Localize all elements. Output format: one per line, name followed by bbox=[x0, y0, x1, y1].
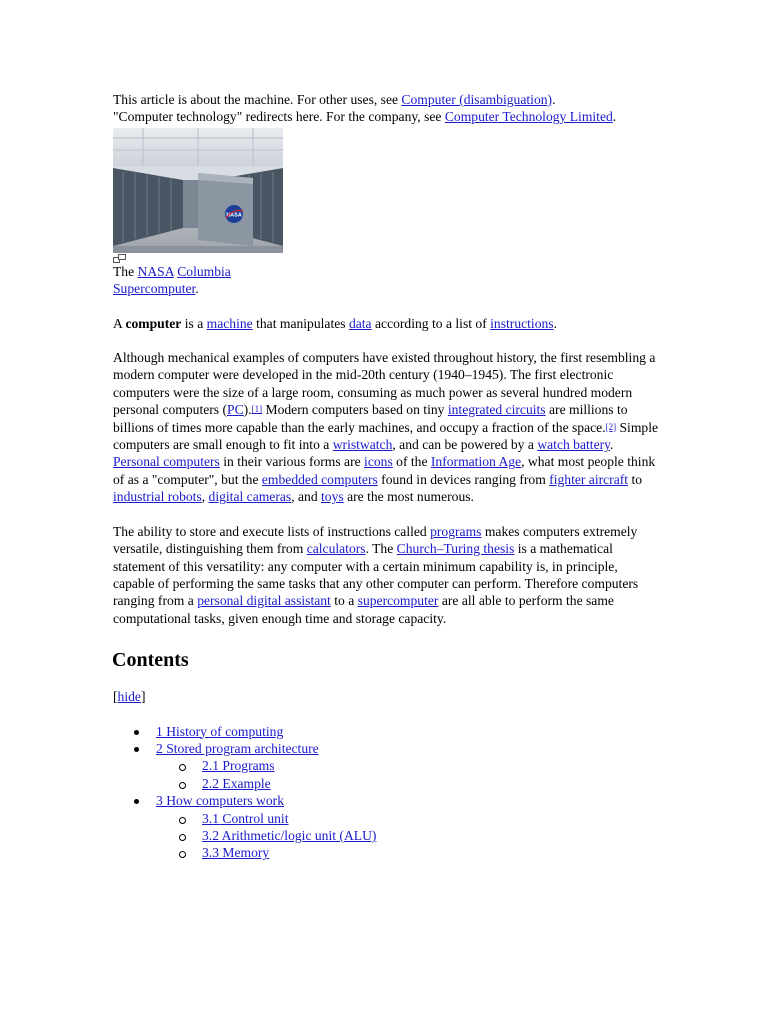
versatility-paragraph bbox=[113, 523, 658, 627]
toc-subitem bbox=[113, 757, 658, 774]
text: are millions to billions of times more capable than the early machines, and occupy a fraction of the space. bbox=[113, 402, 628, 435]
bracket: ] bbox=[140, 689, 146, 705]
figure-caption: The NASA Columbia Supercomputer. bbox=[113, 263, 231, 297]
link-fighter-aircraft[interactable]: fighter aircraft bbox=[549, 471, 629, 487]
text: , what most people think of as a "computer", but the bbox=[113, 454, 656, 487]
hatnote-text: This article is about the machine. For other uses, see bbox=[113, 92, 402, 107]
figure-columbia-supercomputer bbox=[113, 128, 283, 298]
toc-link-programs[interactable]: 2.1 Programs bbox=[202, 758, 275, 774]
link-machine[interactable]: machine bbox=[206, 315, 253, 331]
link-industrial-robots[interactable]: industrial robots bbox=[113, 489, 202, 505]
link-toys[interactable]: toys bbox=[321, 489, 344, 505]
link-computer-disambiguation[interactable]: Computer (disambiguation) bbox=[401, 92, 553, 107]
text: The ability to store and execute lists of instructions called bbox=[113, 523, 431, 539]
link-supercomputer[interactable]: supercomputer bbox=[357, 593, 439, 609]
text: ). bbox=[243, 402, 252, 418]
link-computer-technology-limited[interactable]: Computer Technology Limited bbox=[444, 109, 613, 125]
toc-link-history[interactable]: 1 History of computing bbox=[156, 723, 284, 739]
toc-subitem bbox=[113, 844, 658, 861]
link-embedded-computers[interactable]: embedded computers bbox=[261, 471, 378, 487]
hatnote-disambiguation: This article is about the machine. For other uses, see Computer (disambiguation). bbox=[113, 92, 556, 107]
hide-toc-button[interactable]: hide bbox=[117, 689, 141, 705]
toc-item bbox=[113, 792, 658, 809]
contents-heading: Contents bbox=[112, 649, 189, 672]
toc-link-alu[interactable]: 3.2 Arithmetic/logic unit (ALU) bbox=[202, 827, 377, 843]
reference-2[interactable]: [2] bbox=[605, 421, 617, 432]
toc-subitem bbox=[113, 827, 658, 844]
text: . bbox=[610, 437, 614, 453]
text: Modern computers based on tiny bbox=[262, 402, 448, 418]
history-paragraph bbox=[113, 349, 658, 506]
text: makes computers extremely versatile, distinguishing them from bbox=[113, 523, 638, 557]
toc-link-control-unit[interactable]: 3.1 Control unit bbox=[202, 810, 289, 826]
text: , and bbox=[291, 489, 322, 505]
text: are the most numerous. bbox=[343, 489, 474, 505]
toc-item bbox=[113, 723, 658, 740]
link-pc[interactable]: PC bbox=[227, 402, 244, 418]
text: A bbox=[113, 315, 126, 331]
text: Simple computers are small enough to fit into a bbox=[113, 419, 659, 453]
toc-link-stored-program[interactable]: 2 Stored program architecture bbox=[156, 740, 319, 756]
circle-bullet-icon bbox=[179, 782, 186, 789]
toc-link-memory[interactable]: 3.3 Memory bbox=[202, 845, 270, 861]
toc-link-how-computers-work[interactable]: 3 How computers work bbox=[156, 793, 284, 809]
link-calculators[interactable]: calculators bbox=[306, 541, 366, 557]
toc-toggle bbox=[113, 688, 658, 705]
link-integrated-circuits[interactable]: integrated circuits bbox=[447, 402, 546, 418]
reference-1[interactable]: [1] bbox=[251, 404, 263, 415]
link-columbia-supercomputer[interactable]: Columbia Supercomputer bbox=[113, 263, 231, 297]
text: is a mathematical statement of this versatility: any computer with a certain minimum capability is, in principle, capable of performing the same tasks that any other computer can perform. Therefore computers ranging from a bbox=[113, 541, 639, 609]
text: , bbox=[201, 489, 209, 505]
toc-link-example[interactable]: 2.2 Example bbox=[202, 775, 271, 791]
hatnote-redirect: "Computer technology" redirects here. For the company, see Computer Technology Limited. bbox=[113, 109, 617, 125]
link-instructions[interactable]: instructions bbox=[490, 315, 554, 331]
link-nasa[interactable]: NASA bbox=[137, 263, 174, 279]
link-digital-cameras[interactable]: digital cameras bbox=[208, 489, 292, 505]
toc-subitem bbox=[113, 810, 658, 827]
text: to a bbox=[330, 593, 358, 609]
term-computer: computer bbox=[125, 315, 182, 331]
text: found in devices ranging from bbox=[377, 471, 550, 487]
nasa-logo: NASA bbox=[226, 212, 242, 219]
link-data[interactable]: data bbox=[348, 315, 372, 331]
link-programs[interactable]: programs bbox=[430, 523, 482, 539]
text: of the bbox=[392, 454, 431, 470]
text: . The bbox=[365, 541, 397, 557]
link-church-turing-thesis[interactable]: Church–Turing thesis bbox=[396, 541, 515, 557]
circle-bullet-icon bbox=[179, 817, 186, 824]
link-information-age[interactable]: Information Age bbox=[430, 454, 522, 470]
enlarge-icon[interactable] bbox=[113, 254, 126, 263]
link-icons[interactable]: icons bbox=[364, 454, 393, 470]
hatnote-text: "Computer technology" redirects here. For the company, see bbox=[113, 109, 445, 125]
article bbox=[113, 91, 658, 862]
link-watch-battery[interactable]: watch battery bbox=[537, 437, 611, 453]
link-personal-digital-assistant[interactable]: personal digital assistant bbox=[197, 593, 331, 609]
intro-paragraph: A computer is a machine that manipulates data according to a list of instructions. bbox=[113, 315, 557, 331]
bullet-icon bbox=[134, 747, 139, 752]
table-of-contents bbox=[113, 723, 658, 862]
link-wristwatch[interactable]: wristwatch bbox=[332, 437, 393, 453]
text: are all able to perform the same computational tasks, given enough time and storage capacity. bbox=[113, 593, 614, 626]
supercomputer-photo[interactable] bbox=[113, 128, 283, 253]
text: that manipulates bbox=[252, 315, 349, 331]
circle-bullet-icon bbox=[179, 764, 186, 771]
text: , and can be powered by a bbox=[392, 437, 538, 453]
text: is a bbox=[181, 315, 207, 331]
circle-bullet-icon bbox=[179, 834, 186, 841]
text: according to a list of bbox=[371, 315, 491, 331]
text: in their various forms are bbox=[219, 454, 365, 470]
circle-bullet-icon bbox=[179, 851, 186, 858]
caption-text: The bbox=[113, 263, 138, 279]
link-personal-computers[interactable]: Personal computers bbox=[113, 454, 220, 470]
text: Although mechanical examples of computers have existed throughout history, the first resembling a modern computer were developed in the mid-20th century (1940–1945). The first electronic computers were the size of a large room, consuming as much power as several hundred modern personal computers ( bbox=[113, 350, 656, 418]
bullet-icon bbox=[134, 799, 139, 804]
bracket: [ bbox=[113, 689, 118, 705]
toc-item bbox=[113, 740, 658, 757]
text: to bbox=[628, 471, 643, 487]
bullet-icon bbox=[134, 730, 139, 735]
toc-subitem bbox=[113, 775, 658, 792]
